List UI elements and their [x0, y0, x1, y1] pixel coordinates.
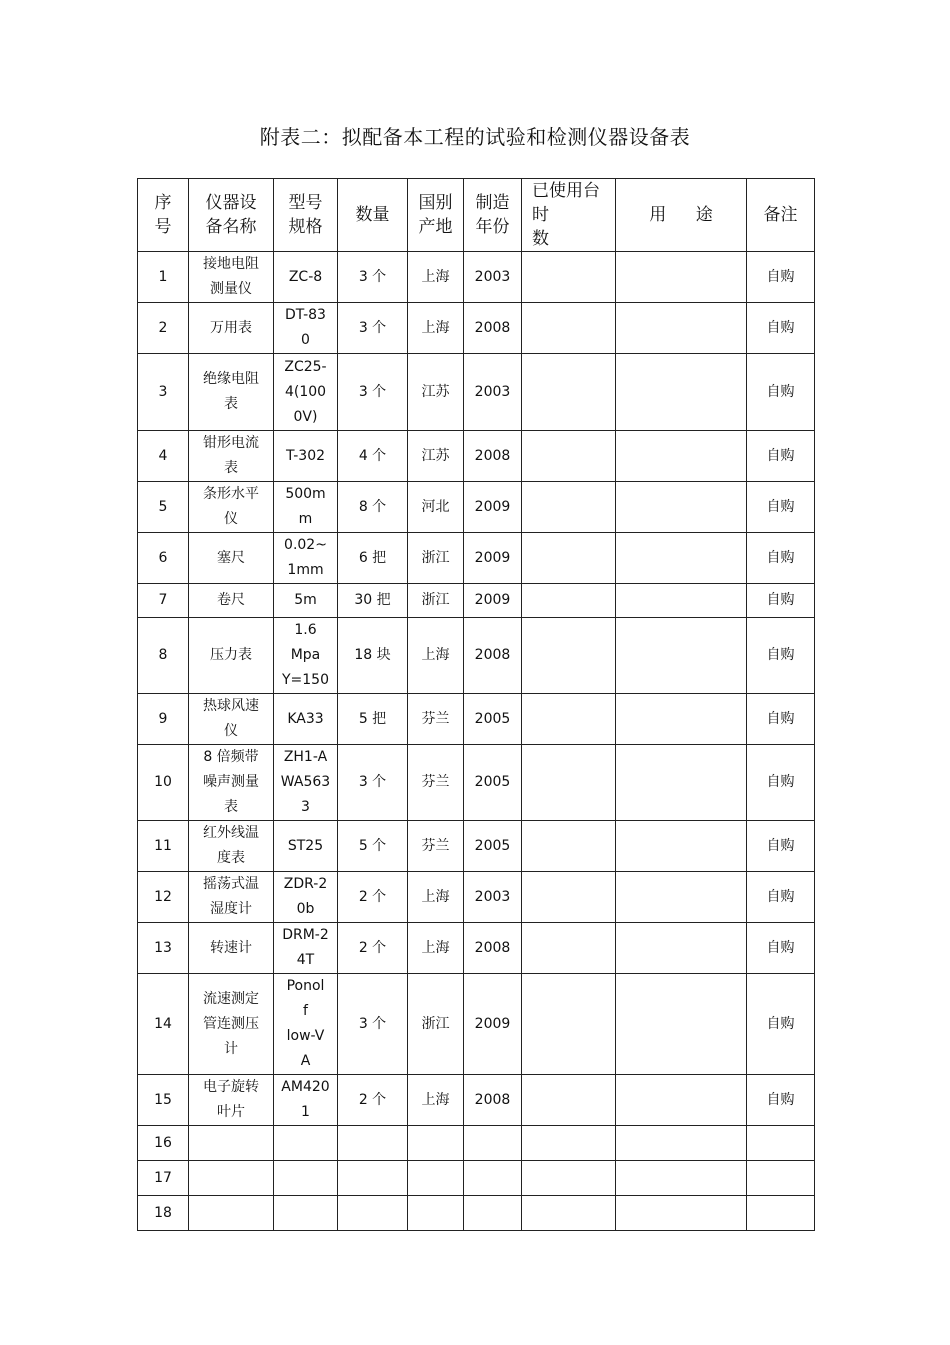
cell-year: 2008	[464, 618, 522, 694]
cell-name-line: 电子旋转	[203, 1079, 259, 1095]
cell-qty: 3 个	[338, 252, 408, 303]
header-note: 备注	[747, 179, 815, 252]
cell-model-line: KA33	[287, 710, 324, 727]
cell-qty: 3 个	[338, 354, 408, 431]
cell-name	[189, 431, 274, 482]
cell-seq: 13	[138, 923, 189, 974]
cell-use	[616, 1161, 747, 1196]
cell-model	[274, 1126, 338, 1161]
cell-origin: 上海	[408, 252, 464, 303]
cell-name-line: 流速测定	[203, 990, 259, 1007]
cell-origin: 上海	[408, 1075, 464, 1126]
cell-use	[616, 303, 747, 354]
cell-name-line: 表	[224, 396, 238, 412]
cell-model	[274, 1075, 338, 1126]
cell-note: 自购	[747, 821, 815, 872]
table-row	[138, 872, 815, 923]
table-row	[138, 1196, 815, 1231]
cell-origin: 上海	[408, 872, 464, 923]
cell-model-line: 0.02~	[284, 537, 327, 553]
cell-name-line: 万用表	[210, 319, 252, 336]
cell-model	[274, 745, 338, 821]
cell-qty: 6 把	[338, 533, 408, 584]
cell-name-line: 度表	[217, 850, 245, 866]
cell-name-line: 计	[224, 1040, 238, 1057]
cell-qty: 3 个	[338, 974, 408, 1075]
cell-model	[274, 923, 338, 974]
cell-name-line: 噪声测量	[203, 774, 259, 790]
cell-qty: 4 个	[338, 431, 408, 482]
cell-year: 2008	[464, 303, 522, 354]
cell-origin: 芬兰	[408, 745, 464, 821]
cell-note: 自购	[747, 303, 815, 354]
cell-name	[189, 1126, 274, 1161]
cell-origin: 上海	[408, 303, 464, 354]
cell-model	[274, 618, 338, 694]
cell-origin: 上海	[408, 923, 464, 974]
cell-note: 自购	[747, 618, 815, 694]
cell-model-line: 0b	[296, 901, 315, 917]
cell-qty: 2 个	[338, 1075, 408, 1126]
cell-model-line: WA563	[280, 774, 331, 790]
cell-hours	[522, 584, 616, 618]
cell-year: 2003	[464, 252, 522, 303]
table-row	[138, 745, 815, 821]
table-row	[138, 252, 815, 303]
cell-origin: 浙江	[408, 584, 464, 618]
cell-model-line: Ponol	[286, 978, 325, 994]
cell-note	[747, 1126, 815, 1161]
cell-seq: 11	[138, 821, 189, 872]
cell-model-line: 1.6	[294, 622, 317, 638]
cell-use	[616, 821, 747, 872]
cell-model-line: 4T	[296, 952, 315, 968]
cell-hours	[522, 303, 616, 354]
cell-name-line: 压力表	[210, 647, 252, 663]
cell-name-line: 8 倍频带	[203, 749, 259, 765]
cell-hours	[522, 745, 616, 821]
cell-use	[616, 354, 747, 431]
cell-name-line: 绝缘电阻	[203, 371, 259, 387]
cell-seq: 10	[138, 745, 189, 821]
table-row	[138, 533, 815, 584]
cell-seq: 15	[138, 1075, 189, 1126]
cell-name	[189, 303, 274, 354]
cell-qty: 3 个	[338, 303, 408, 354]
cell-seq: 2	[138, 303, 189, 354]
cell-origin: 浙江	[408, 974, 464, 1075]
cell-name-line: 塞尺	[217, 549, 245, 566]
table-row	[138, 694, 815, 745]
header-origin: 国别 产地	[408, 179, 464, 252]
cell-hours	[522, 694, 616, 745]
cell-model	[274, 252, 338, 303]
cell-model-line: 5m	[294, 592, 317, 608]
cell-year: 2005	[464, 694, 522, 745]
cell-model-line: Mpa	[290, 647, 321, 663]
cell-model-line: A	[300, 1053, 311, 1069]
cell-name	[189, 482, 274, 533]
cell-name	[189, 1196, 274, 1231]
cell-model-line: ST25	[287, 837, 324, 854]
cell-origin	[408, 1126, 464, 1161]
cell-model-line: AM420	[281, 1079, 330, 1095]
cell-year: 2005	[464, 745, 522, 821]
cell-model	[274, 533, 338, 584]
cell-model-line: ZH1-A	[283, 749, 328, 765]
cell-model-line: DT-83	[285, 307, 326, 323]
cell-year: 2009	[464, 533, 522, 584]
cell-note: 自购	[747, 431, 815, 482]
cell-model-line: ZDR-2	[283, 876, 328, 892]
cell-seq: 17	[138, 1161, 189, 1196]
cell-qty	[338, 1126, 408, 1161]
cell-name-line: 热球风速	[203, 698, 259, 714]
cell-name	[189, 354, 274, 431]
cell-note: 自购	[747, 745, 815, 821]
cell-seq: 14	[138, 974, 189, 1075]
cell-year: 2003	[464, 872, 522, 923]
cell-seq: 3	[138, 354, 189, 431]
cell-model-line: T-302	[285, 447, 326, 464]
cell-name	[189, 1075, 274, 1126]
cell-note: 自购	[747, 1075, 815, 1126]
table-row	[138, 1075, 815, 1126]
cell-seq: 16	[138, 1126, 189, 1161]
cell-qty: 5 个	[338, 821, 408, 872]
cell-model	[274, 431, 338, 482]
cell-seq: 4	[138, 431, 189, 482]
cell-name-line: 管连测压	[203, 1015, 259, 1032]
cell-name-line: 摇荡式温	[203, 876, 259, 892]
cell-model-line: 0V)	[293, 408, 318, 425]
cell-origin: 上海	[408, 618, 464, 694]
table-header-row	[138, 179, 815, 252]
header-model: 型号 规格	[274, 179, 338, 252]
cell-note: 自购	[747, 974, 815, 1075]
cell-seq: 7	[138, 584, 189, 618]
cell-seq: 18	[138, 1196, 189, 1231]
table-row	[138, 1126, 815, 1161]
cell-hours	[522, 533, 616, 584]
cell-hours	[522, 354, 616, 431]
cell-name-line: 钳形电流	[203, 435, 259, 451]
table-row	[138, 821, 815, 872]
cell-name	[189, 872, 274, 923]
cell-hours	[522, 482, 616, 533]
cell-model	[274, 1161, 338, 1196]
cell-year: 2009	[464, 974, 522, 1075]
table-row	[138, 974, 815, 1075]
cell-name-line: 卷尺	[217, 592, 245, 608]
cell-year: 2008	[464, 923, 522, 974]
cell-note: 自购	[747, 354, 815, 431]
cell-use	[616, 618, 747, 694]
header-use: 用 途	[616, 179, 747, 252]
table-row	[138, 431, 815, 482]
cell-name	[189, 974, 274, 1075]
cell-name	[189, 923, 274, 974]
cell-year	[464, 1196, 522, 1231]
cell-name	[189, 821, 274, 872]
cell-model-line: 1	[301, 1104, 310, 1120]
cell-seq: 8	[138, 618, 189, 694]
cell-use	[616, 694, 747, 745]
cell-name	[189, 584, 274, 618]
table-row	[138, 482, 815, 533]
cell-use	[616, 252, 747, 303]
cell-name	[189, 1161, 274, 1196]
header-seq: 序 号	[138, 179, 189, 252]
cell-hours	[522, 1075, 616, 1126]
cell-year: 2003	[464, 354, 522, 431]
cell-seq: 9	[138, 694, 189, 745]
cell-hours	[522, 872, 616, 923]
cell-use	[616, 923, 747, 974]
cell-hours	[522, 431, 616, 482]
cell-name-line: 表	[224, 799, 238, 815]
cell-name-line: 接地电阻	[203, 256, 259, 272]
cell-origin: 江苏	[408, 354, 464, 431]
cell-name-line: 表	[224, 460, 238, 476]
cell-use	[616, 974, 747, 1075]
cell-seq: 5	[138, 482, 189, 533]
equipment-table	[137, 178, 815, 1231]
cell-hours	[522, 923, 616, 974]
table-row	[138, 303, 815, 354]
cell-model	[274, 303, 338, 354]
cell-use	[616, 431, 747, 482]
cell-hours	[522, 252, 616, 303]
cell-model	[274, 694, 338, 745]
cell-seq: 12	[138, 872, 189, 923]
cell-qty: 2 个	[338, 872, 408, 923]
table-row	[138, 923, 815, 974]
cell-model-line: ZC25-	[284, 358, 327, 375]
header-name: 仪器设 备名称	[189, 179, 274, 252]
cell-name-line: 仪	[224, 511, 238, 527]
cell-use	[616, 1075, 747, 1126]
cell-hours	[522, 1126, 616, 1161]
cell-year: 2008	[464, 1075, 522, 1126]
cell-year: 2009	[464, 584, 522, 618]
cell-name	[189, 252, 274, 303]
table-row	[138, 354, 815, 431]
cell-qty: 30 把	[338, 584, 408, 618]
cell-note: 自购	[747, 584, 815, 618]
cell-model-line: DRM-2	[282, 927, 329, 943]
cell-hours	[522, 1196, 616, 1231]
cell-qty	[338, 1196, 408, 1231]
cell-name	[189, 618, 274, 694]
cell-model-line: ZC-8	[288, 268, 323, 285]
cell-origin: 江苏	[408, 431, 464, 482]
cell-origin: 浙江	[408, 533, 464, 584]
cell-name	[189, 533, 274, 584]
cell-model-line: 0	[301, 332, 310, 348]
cell-seq: 6	[138, 533, 189, 584]
cell-hours	[522, 821, 616, 872]
cell-note: 自购	[747, 533, 815, 584]
cell-model	[274, 584, 338, 618]
table-row	[138, 618, 815, 694]
cell-hours	[522, 974, 616, 1075]
header-hours: 已使用台 时 数	[522, 179, 616, 252]
cell-model-line: 4(100	[284, 383, 327, 400]
cell-year: 2008	[464, 431, 522, 482]
table-body	[138, 252, 815, 1231]
cell-model	[274, 354, 338, 431]
cell-model-line: 1mm	[287, 562, 324, 578]
cell-note: 自购	[747, 923, 815, 974]
cell-model-line: f	[303, 1003, 308, 1019]
cell-name-line: 湿度计	[210, 901, 252, 917]
cell-model	[274, 974, 338, 1075]
cell-model-line: Y=150	[281, 672, 329, 688]
cell-hours	[522, 1161, 616, 1196]
cell-use	[616, 1196, 747, 1231]
cell-note	[747, 1161, 815, 1196]
cell-year	[464, 1126, 522, 1161]
cell-use	[616, 1126, 747, 1161]
cell-seq: 1	[138, 252, 189, 303]
cell-hours	[522, 618, 616, 694]
header-year: 制造 年份	[464, 179, 522, 252]
cell-name-line: 红外线温	[203, 825, 259, 841]
cell-qty: 2 个	[338, 923, 408, 974]
cell-qty: 5 把	[338, 694, 408, 745]
table-row	[138, 584, 815, 618]
cell-origin: 芬兰	[408, 821, 464, 872]
cell-name	[189, 694, 274, 745]
cell-model	[274, 821, 338, 872]
cell-model-line: 3	[301, 799, 310, 815]
cell-note	[747, 1196, 815, 1231]
cell-use	[616, 745, 747, 821]
cell-note: 自购	[747, 252, 815, 303]
cell-model	[274, 1196, 338, 1231]
cell-qty: 18 块	[338, 618, 408, 694]
cell-origin	[408, 1161, 464, 1196]
cell-year: 2005	[464, 821, 522, 872]
cell-origin: 河北	[408, 482, 464, 533]
cell-model-line: 500mm	[285, 486, 326, 527]
cell-use	[616, 533, 747, 584]
cell-origin: 芬兰	[408, 694, 464, 745]
page-title: 附表二：拟配备本工程的试验和检测仪器设备表	[259, 125, 691, 149]
cell-year: 2009	[464, 482, 522, 533]
cell-use	[616, 584, 747, 618]
cell-note: 自购	[747, 482, 815, 533]
cell-qty: 8 个	[338, 482, 408, 533]
header-qty: 数量	[338, 179, 408, 252]
cell-year	[464, 1161, 522, 1196]
cell-note: 自购	[747, 694, 815, 745]
cell-model	[274, 872, 338, 923]
cell-model	[274, 482, 338, 533]
cell-origin	[408, 1196, 464, 1231]
cell-name-line: 条形水平	[203, 486, 259, 502]
cell-model-line: low-V	[286, 1028, 325, 1044]
cell-name	[189, 745, 274, 821]
cell-note: 自购	[747, 872, 815, 923]
cell-use	[616, 872, 747, 923]
cell-name-line: 转速计	[210, 939, 252, 956]
cell-name-line: 测量仪	[210, 281, 252, 297]
cell-name-line: 仪	[224, 723, 238, 739]
cell-qty: 3 个	[338, 745, 408, 821]
cell-use	[616, 482, 747, 533]
cell-qty	[338, 1161, 408, 1196]
cell-name-line: 叶片	[217, 1104, 245, 1120]
table-row	[138, 1161, 815, 1196]
